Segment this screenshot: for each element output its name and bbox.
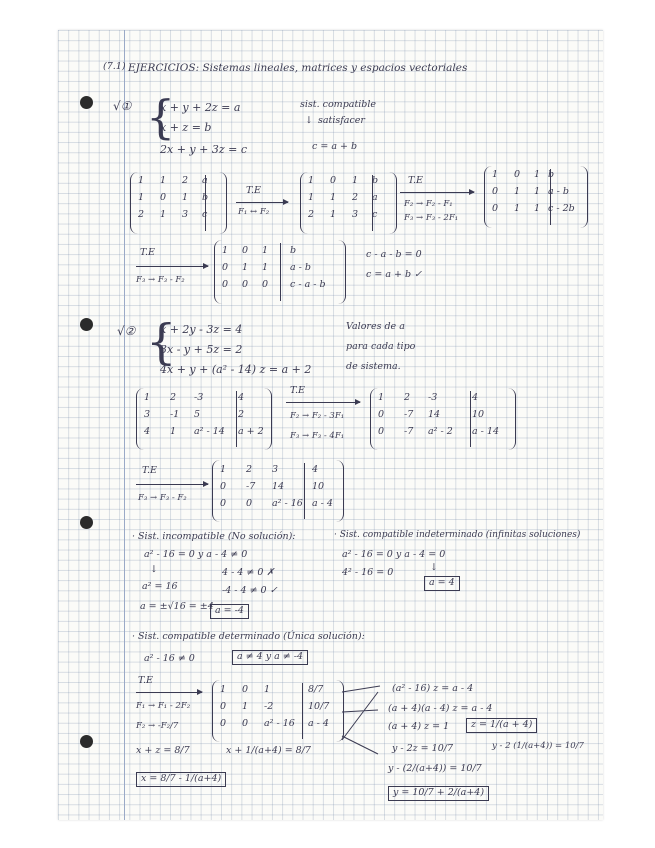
matrix-cell: -7: [246, 480, 256, 492]
matrix-cell: 1: [170, 425, 177, 437]
matrix-cells: [144, 393, 272, 438]
matrix-cell: c: [202, 208, 208, 220]
row-operation: F₂ → -F₂/7: [136, 721, 179, 731]
matrix-cell: 10: [312, 480, 325, 492]
matrix-cell: 1: [514, 185, 521, 197]
matrix-cell: 0: [160, 191, 167, 203]
matrix-cell: b: [202, 191, 209, 203]
matrix-cell: 0: [242, 684, 249, 695]
matrix-cell: 1: [378, 392, 385, 403]
matrix-cells: [220, 685, 344, 730]
answer-box: x = 8/7 - 1/(a+4): [136, 772, 226, 787]
matrix-cell: -7: [404, 425, 414, 437]
matrix-cell: 1: [330, 208, 337, 220]
matrix-cell: a - b: [290, 261, 311, 273]
matrix-cell: 0: [330, 175, 337, 186]
matrix-cell: 1: [138, 175, 145, 186]
exercise-2-label: √②: [117, 324, 136, 338]
matrix-cell: 0: [242, 245, 249, 256]
note: sist. compatible: [300, 99, 377, 110]
case-heading: · Sist. compatible indeterminado (infinitas soluciones): [334, 530, 581, 540]
matrix-cell: 1: [242, 261, 249, 273]
matrix-cells: [138, 176, 222, 221]
note: Valores de a: [346, 321, 405, 332]
answer-box: a = 4: [424, 576, 460, 591]
arrow-icon: [400, 192, 474, 193]
matrix-cell: 1: [264, 684, 271, 695]
matrix-cell: -7: [404, 408, 414, 420]
matrix-cell: 1: [182, 191, 189, 203]
equation: x + z = b: [160, 121, 212, 134]
matrix-cell: a² - 16: [264, 717, 295, 729]
matrix-cell: 0: [242, 717, 249, 729]
matrix-cell: 14: [272, 480, 285, 492]
down-arrow-icon: ↓: [305, 115, 313, 126]
matrix-cells: [492, 170, 584, 215]
transform-label: T.E: [142, 465, 157, 476]
margin-line: [124, 30, 125, 820]
equation: 3x - y + 5z = 2: [160, 343, 243, 356]
result: c - a - b = 0: [366, 249, 422, 260]
matrix-cell: 1: [308, 191, 315, 203]
matrix-cell: 0: [492, 202, 499, 214]
case-heading: · Sist. incompatible (No solución):: [132, 531, 296, 542]
case-line: (a + 4) z = 1: [388, 721, 450, 732]
matrix-cell: 0: [220, 717, 227, 729]
matrix-cell: 1: [222, 245, 229, 256]
case-line: -4 - 4 ≠ 0 ✓: [222, 585, 278, 596]
matrix-cell: 1: [138, 191, 145, 203]
matrix-cell: c - a - b: [290, 278, 326, 290]
matrix-cell: -3: [428, 392, 438, 403]
matrix-cell: 10/7: [308, 700, 330, 712]
matrix-cell: 0: [378, 408, 385, 420]
transform-label: T.E: [246, 185, 261, 196]
matrix-cell: 4: [312, 464, 319, 475]
matrix-cell: 1: [352, 175, 359, 186]
system-brace: {: [146, 314, 177, 370]
matrix-cell: 1: [144, 392, 151, 403]
down-arrow-icon: ↓: [150, 564, 158, 575]
exercise-number: (7.1): [103, 61, 126, 72]
matrix-cell: 0: [514, 169, 521, 180]
answer-box: y = 10/7 + 2/(a+4): [388, 786, 489, 801]
matrix-cell: 0: [220, 497, 227, 509]
arrow-icon: [136, 266, 208, 267]
page-title: EJERCICIOS: Sistemas lineales, matrices y espacios vectoriales: [128, 62, 468, 74]
matrix-cell: 0: [222, 278, 229, 290]
row-operation: F₃ → F₃ - 4F₁: [290, 431, 345, 441]
equation: x + 2y - 3z = 4: [160, 323, 243, 336]
matrix-cell: 14: [428, 408, 441, 420]
matrix-cell: 2: [308, 208, 315, 220]
matrix-cells: [220, 465, 348, 510]
matrix-cell: 1: [534, 185, 541, 197]
matrix-cell: 1: [242, 700, 249, 712]
matrix-cell: a² - 2: [428, 425, 453, 437]
matrix-cell: 4: [472, 392, 479, 403]
transform-label: T.E: [138, 675, 153, 686]
matrix-cell: b: [548, 169, 555, 180]
matrix-cell: 0: [220, 480, 227, 492]
row-operation: F₃ → F₃ - 2F₁: [404, 213, 459, 223]
matrix-cell: 1: [514, 202, 521, 214]
matrix-cell: 2: [352, 191, 359, 203]
matrix-cell: 1: [160, 175, 167, 186]
matrix-cell: 10: [472, 408, 485, 420]
binder-hole: [80, 318, 93, 331]
arrow-icon: [136, 484, 208, 485]
row-operation: F₁ ↔ F₂: [238, 207, 270, 217]
note: c = a + b: [312, 141, 358, 152]
result: c = a + b ✓: [366, 269, 423, 280]
matrix-cell: 1: [220, 684, 227, 695]
case-heading: · Sist. compatible determinado (Única solución):: [132, 631, 365, 642]
matrix-cell: 4: [238, 392, 245, 403]
case-line: a² - 16 = 0 y a - 4 ≠ 0: [144, 549, 248, 560]
matrix-cell: a: [372, 191, 378, 203]
case-line: y - (2/(a+4)) = 10/7: [388, 763, 482, 774]
matrix-cell: c - 2b: [548, 202, 575, 214]
transform-label: T.E: [408, 175, 423, 186]
case-line: x + z = 8/7: [136, 745, 190, 756]
matrix-cell: 1: [534, 169, 541, 180]
case-line: y - 2 (1/(a+4)) = 10/7: [492, 741, 584, 751]
matrix-cell: 2: [404, 392, 411, 403]
matrix-cell: -1: [170, 408, 180, 420]
note: satisfacer: [318, 115, 365, 126]
matrix-cell: b: [372, 175, 379, 186]
case-line: (a² - 16) z = a - 4: [392, 683, 474, 694]
case-line: y - 2z = 10/7: [392, 743, 453, 754]
matrix-cell: a - b: [548, 185, 569, 197]
binder-hole: [80, 735, 93, 748]
case-line: a = ±√16 = ±4: [140, 601, 214, 612]
matrix-cell: b: [290, 245, 297, 256]
binder-hole: [80, 516, 93, 529]
matrix-cell: a² - 16: [272, 497, 303, 509]
arrow-icon: [136, 692, 202, 693]
matrix-cell: 1: [220, 464, 227, 475]
arrow-icon: [236, 202, 288, 203]
equation: 4x + y + (a² - 14) z = a + 2: [160, 363, 312, 376]
matrix-cell: 2: [246, 464, 253, 475]
matrix-cell: 3: [272, 464, 279, 475]
system-brace: {: [146, 90, 176, 144]
matrix-cell: 1: [308, 175, 315, 186]
matrix-cell: a + 2: [238, 425, 264, 437]
matrix-cells: [378, 393, 510, 438]
row-operation: F₁ → F₁ - 2F₂: [136, 701, 191, 711]
matrix-cell: -2: [264, 700, 274, 712]
row-operation: F₃ → F₃ - F₂: [136, 275, 185, 285]
matrix-cell: a² - 14: [194, 425, 225, 437]
case-line: a² = 16: [142, 581, 178, 592]
matrix-cell: -3: [194, 392, 204, 403]
matrix-cell: 1: [330, 191, 337, 203]
matrix-cell: 1: [262, 261, 269, 273]
cross-arrows-icon: [338, 680, 386, 760]
matrix-cell: 4: [144, 425, 151, 437]
matrix-cell: 1: [534, 202, 541, 214]
matrix-cell: 2: [170, 392, 177, 403]
matrix-cell: a - 4: [308, 717, 329, 729]
matrix-cell: 1: [160, 208, 167, 220]
matrix-cell: 2: [182, 175, 189, 186]
answer-box: a ≠ 4 y a ≠ -4: [232, 650, 308, 665]
matrix-cell: 0: [242, 278, 249, 290]
case-line: x + 1/(a+4) = 8/7: [226, 745, 311, 756]
matrix-cell: 3: [144, 408, 151, 420]
note: para cada tipo: [346, 341, 416, 352]
matrix-cell: a - 14: [472, 425, 500, 437]
case-line: a² - 16 ≠ 0: [144, 653, 195, 664]
equation: x + y + 2z = a: [160, 101, 241, 114]
equation: 2x + y + 3z = c: [160, 143, 248, 156]
matrix-cell: 0: [492, 185, 499, 197]
matrix-cell: a: [202, 175, 208, 186]
matrix-cell: 0: [220, 700, 227, 712]
matrix-cell: 2: [138, 208, 145, 220]
case-line: a² - 16 = 0 y a - 4 = 0: [342, 549, 446, 560]
matrix-cell: 0: [378, 425, 385, 437]
down-arrow-icon: ↓: [430, 562, 438, 573]
matrix-cell: 0: [262, 278, 269, 290]
matrix-cell: 3: [182, 208, 189, 220]
matrix-cell: 8/7: [308, 684, 324, 695]
answer-box: z = 1/(a + 4): [466, 718, 537, 733]
case-line: (a + 4)(a - 4) z = a - 4: [388, 703, 493, 714]
matrix-cell: 0: [246, 497, 253, 509]
answer-box: a = -4: [210, 604, 249, 619]
row-operation: F₃ → F₃ - F₂: [138, 493, 187, 503]
exercise-1-label: √①: [113, 99, 132, 113]
matrix-cell: 2: [238, 408, 245, 420]
row-operation: F₂ → F₂ - 3F₁: [290, 411, 345, 421]
case-line: 4² - 16 = 0: [342, 567, 394, 578]
matrix-cell: c: [372, 208, 378, 220]
matrix-cell: 3: [352, 208, 359, 220]
matrix-cells: [308, 176, 392, 221]
row-operation: F₂ → F₂ - F₁: [404, 199, 453, 209]
matrix-cell: 1: [492, 169, 499, 180]
matrix-cell: 1: [262, 245, 269, 256]
matrix-cells: [222, 246, 342, 291]
binder-hole: [80, 96, 93, 109]
note: de sistema.: [346, 361, 401, 372]
arrow-icon: [286, 402, 360, 403]
transform-label: T.E: [140, 247, 155, 258]
matrix-cell: 0: [222, 261, 229, 273]
matrix-cell: 5: [194, 408, 201, 420]
matrix-cell: a - 4: [312, 497, 333, 509]
case-line: 4 - 4 ≠ 0 ✗: [222, 567, 275, 578]
transform-label: T.E: [290, 385, 305, 396]
